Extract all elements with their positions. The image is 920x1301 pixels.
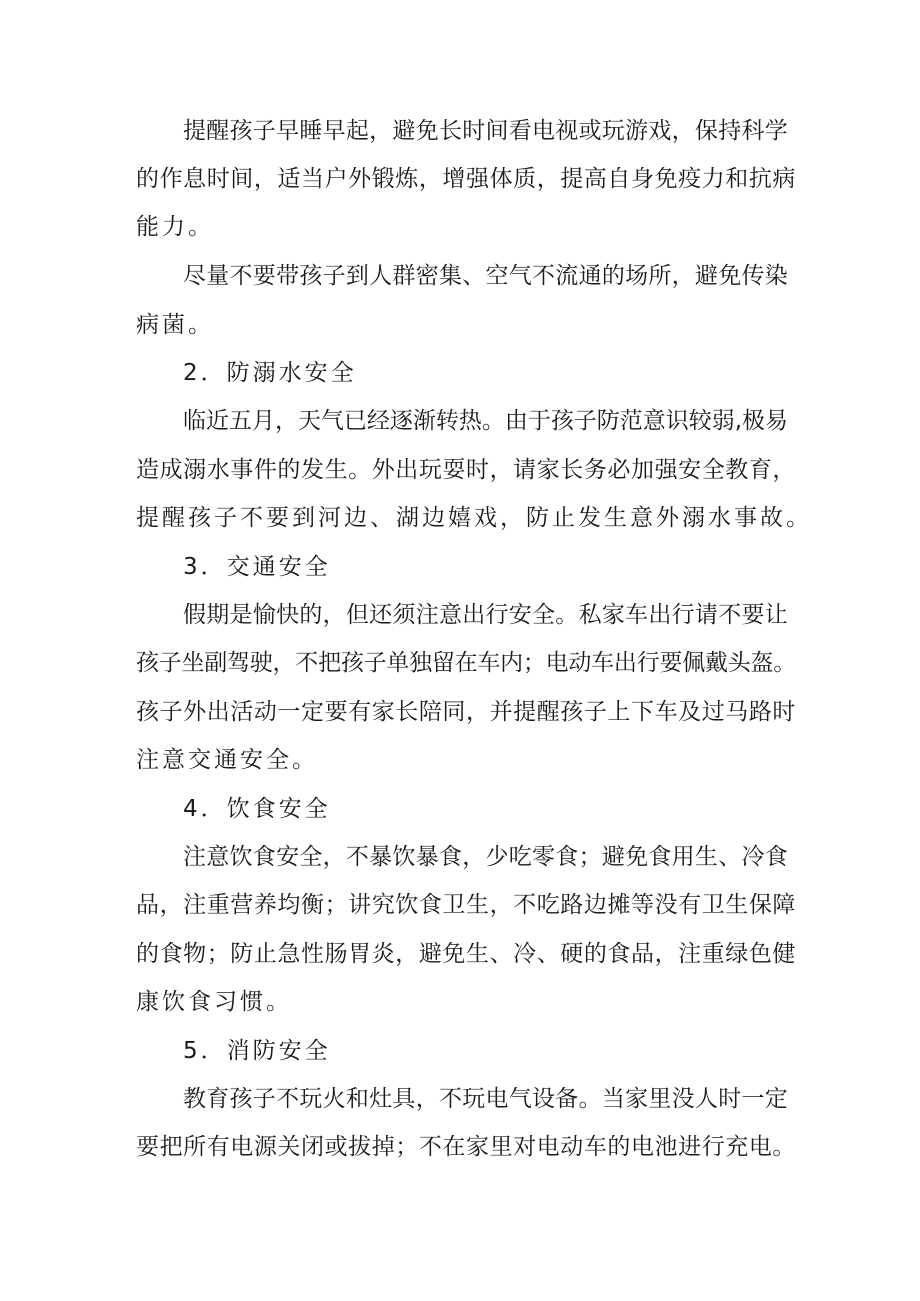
paragraph-line: 能力。 [136, 214, 214, 240]
paragraph-line: 品，注重营养均衡；讲究饮食卫生，不吃路边摊等没有卫生保障 [136, 892, 796, 918]
paragraph-line: 要把所有电源关闭或拔掉；不在家里对电动车的电池进行充电。 [136, 1134, 796, 1160]
paragraph-line: 孩子坐副驾驶，不把孩子单独留在车内；电动车出行要佩戴头盔。 [136, 650, 796, 676]
paragraph-line: 病菌。 [136, 312, 214, 338]
paragraph-line: 提醒孩子早睡早起，避免长时间看电视或玩游戏，保持科学 [183, 118, 788, 144]
paragraph-line: 临近五月，天气已经逐渐转热。由于孩子防范意识较弱,极易 [183, 408, 788, 434]
paragraph-line: 提醒孩子不要到河边、湖边嬉戏，防止发生意外溺水事故。 [136, 505, 812, 531]
paragraph-line: 教育孩子不玩火和灶具，不玩电气设备。当家里没人时一定 [183, 1086, 788, 1112]
paragraph-line: 假期是愉快的，但还须注意出行安全。私家车出行请不要让 [183, 602, 788, 628]
paragraph-line: 注意交通安全。 [136, 747, 318, 773]
paragraph-line: 的作息时间，适当户外锻炼，增强体质，提高自身免疫力和抗病 [136, 166, 796, 192]
section-heading: 4．饮食安全 [183, 796, 331, 822]
section-heading: 5．消防安全 [183, 1038, 331, 1064]
section-heading: 3．交通安全 [183, 554, 331, 580]
paragraph-line: 孩子外出活动一定要有家长陪同，并提醒孩子上下车及过马路时 [136, 699, 796, 725]
paragraph-line: 尽量不要带孩子到人群密集、空气不流通的场所，避免传染 [183, 263, 788, 289]
section-heading: 2．防溺水安全 [183, 360, 357, 386]
paragraph-line: 注意饮食安全，不暴饮暴食，少吃零食；避免食用生、冷食 [183, 844, 788, 870]
paragraph-line: 造成溺水事件的发生。外出玩耍时，请家长务必加强安全教育， [136, 457, 796, 483]
paragraph-line: 的食物；防止急性肠胃炎，避免生、冷、硬的食品，注重绿色健 [136, 941, 796, 967]
paragraph-line: 康饮食习惯。 [136, 989, 292, 1015]
